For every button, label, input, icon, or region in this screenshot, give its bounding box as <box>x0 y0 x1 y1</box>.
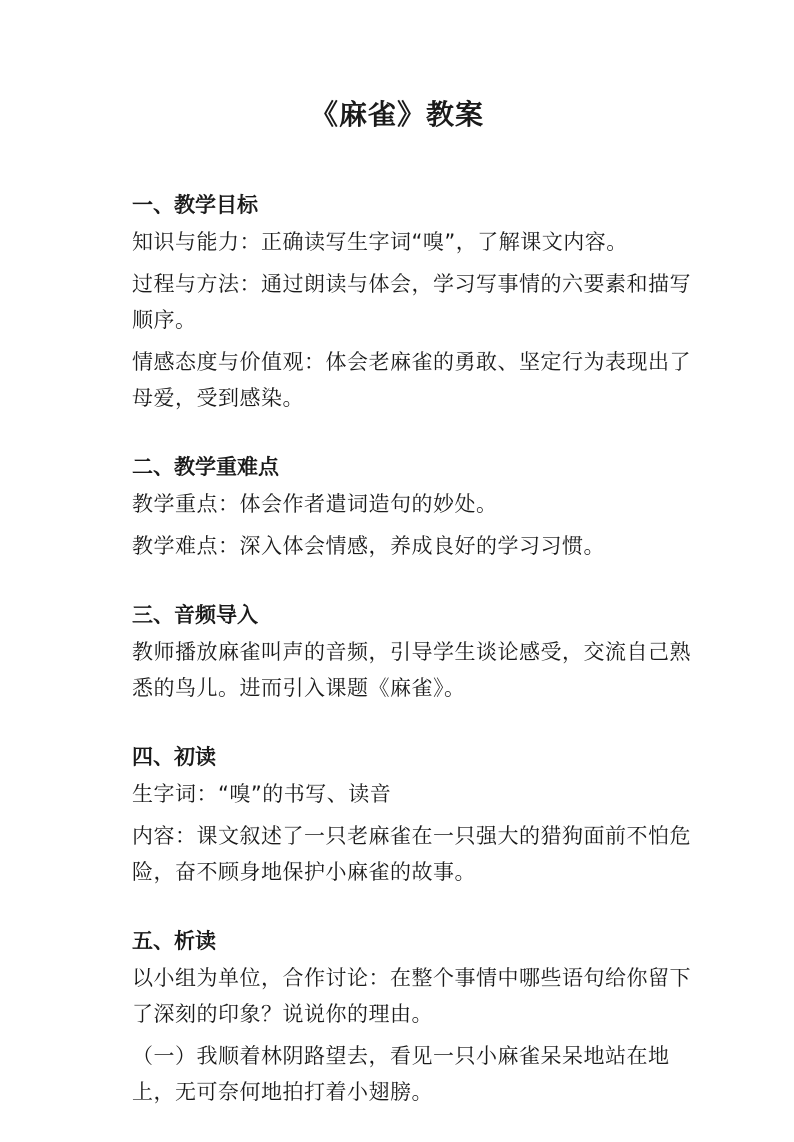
section-teaching-goals <box>132 186 712 416</box>
section-key-points <box>132 448 712 564</box>
section-heading: 四、初读 <box>132 745 216 769</box>
paragraph: 教学重点：体会作者遣词造句的妙处。 <box>132 492 498 516</box>
section-heading: 二、教学重难点 <box>132 455 279 479</box>
paragraph: 教师播放麻雀叫声的音频，引导学生谈论感受，交流自己熟悉的鸟儿。进而引入课题《麻雀》。 <box>132 640 691 700</box>
paragraph: 知识与能力：正确读写生字词“嗅”，了解课文内容。 <box>132 230 628 254</box>
paragraph: 生字词：“嗅”的书写、读音 <box>132 782 392 806</box>
section-audio-intro <box>132 596 712 706</box>
paragraph: （一）我顺着林阴路望去，看见一只小麻雀呆呆地站在地上，无可奈何地拍打着小翅膀。 <box>132 1044 670 1104</box>
paragraph: 内容：课文叙述了一只老麻雀在一只强大的猎狗面前不怕危险，奋不顾身地保护小麻雀的故事。 <box>132 824 691 884</box>
section-heading: 三、音频导入 <box>132 603 258 627</box>
document-body <box>132 186 712 1142</box>
document-title: 《麻雀》教案 <box>309 98 484 131</box>
paragraph: 过程与方法：通过朗读与体会，学习写事情的六要素和描写顺序。 <box>132 272 691 332</box>
section-heading: 一、教学目标 <box>132 193 258 217</box>
section-analysis-reading <box>132 922 712 1110</box>
paragraph: 以小组为单位，合作讨论：在整个事情中哪些语句给你留下了深刻的印象？说说你的理由。 <box>132 966 691 1026</box>
paragraph: 情感态度与价值观：体会老麻雀的勇敢、坚定行为表现出了母爱，受到感染。 <box>132 350 691 410</box>
section-first-reading <box>132 738 712 890</box>
section-heading: 五、析读 <box>132 929 216 953</box>
paragraph: 教学难点：深入体会情感，养成良好的学习习惯。 <box>132 534 605 558</box>
